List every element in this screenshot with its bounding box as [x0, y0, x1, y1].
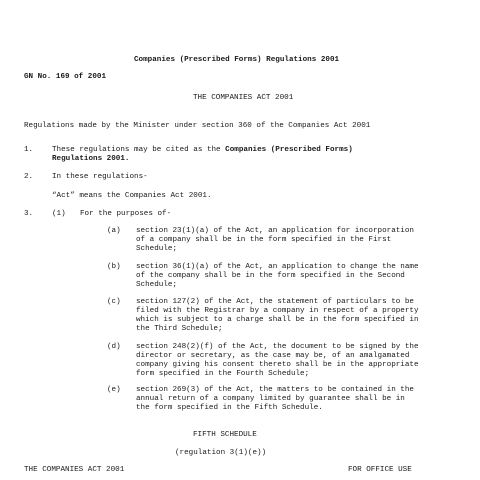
document-title: Companies (Prescribed Forms) Regulations 2001 [134, 56, 340, 64]
reg3-subsection: (1) [52, 210, 66, 218]
item-line: company giving his consent thereto shall be in the appropriate [136, 361, 419, 369]
item-line: director or secretary, as the case may be, of an amalgamated [136, 352, 410, 360]
item-line: which is subject to a charge shall be in the form specified in [136, 316, 419, 324]
item-line: section 269(3) of the Act, the matters to be contained in the [136, 386, 414, 394]
item-line: Schedule; [136, 245, 178, 253]
reg1-citation-end: Regulations 2001. [52, 155, 130, 163]
reg2-definition: “Act” means the Companies Act 2001. [52, 192, 212, 200]
item-label: (b) [107, 263, 121, 271]
reg3-number: 3. [24, 210, 34, 218]
reg1-number: 1. [24, 146, 34, 154]
item-line: section 36(1)(a) of the Act, an application to change the name [136, 263, 419, 271]
schedule-heading: FIFTH SCHEDULE [193, 431, 257, 439]
item-line: the form specified in the Fifth Schedule. [136, 404, 323, 412]
footer-office-use: FOR OFFICE USE [348, 466, 412, 474]
reg1-line1 [52, 146, 353, 155]
item-line: filed with the Registrar by a company in respect of a property [136, 307, 419, 315]
reg2-text: In these regulations- [52, 173, 148, 181]
item-line: section 127(2) of the Act, the statement of particulars to be [136, 298, 414, 306]
item-line: section 23(1)(a) of the Act, an application for incorporation [136, 227, 414, 235]
reg3-lead: For the purposes of- [80, 210, 172, 218]
item-line: section 248(2)(f) of the Act, the document to be signed by the [136, 343, 419, 351]
item-label: (d) [107, 343, 121, 351]
reg1-citation: Companies (Prescribed Forms) [225, 146, 353, 154]
item-line: form specified in the Fourth Schedule; [136, 370, 310, 378]
reg1-text: These regulations may be cited as the [52, 146, 226, 154]
item-label: (c) [107, 298, 121, 306]
footer-act-title: THE COMPANIES ACT 2001 [24, 466, 125, 474]
item-label: (e) [107, 386, 121, 394]
item-line: Schedule; [136, 281, 178, 289]
item-line: the Third Schedule; [136, 325, 223, 333]
item-line: of the company shall be in the form specified in the Second [136, 272, 405, 280]
item-line: of a company shall be in the form specified in the First [136, 236, 392, 244]
act-heading: THE COMPANIES ACT 2001 [193, 94, 294, 102]
item-line: annual return of a company limited by guarantee shall be in [136, 395, 405, 403]
gn-number: GN No. 169 of 2001 [24, 73, 107, 81]
intro-paragraph: Regulations made by the Minister under section 360 of the Companies Act 2001 [24, 122, 371, 130]
reg2-number: 2. [24, 173, 34, 181]
schedule-reference: (regulation 3(1)(e)) [175, 449, 267, 457]
item-label: (a) [107, 227, 121, 235]
